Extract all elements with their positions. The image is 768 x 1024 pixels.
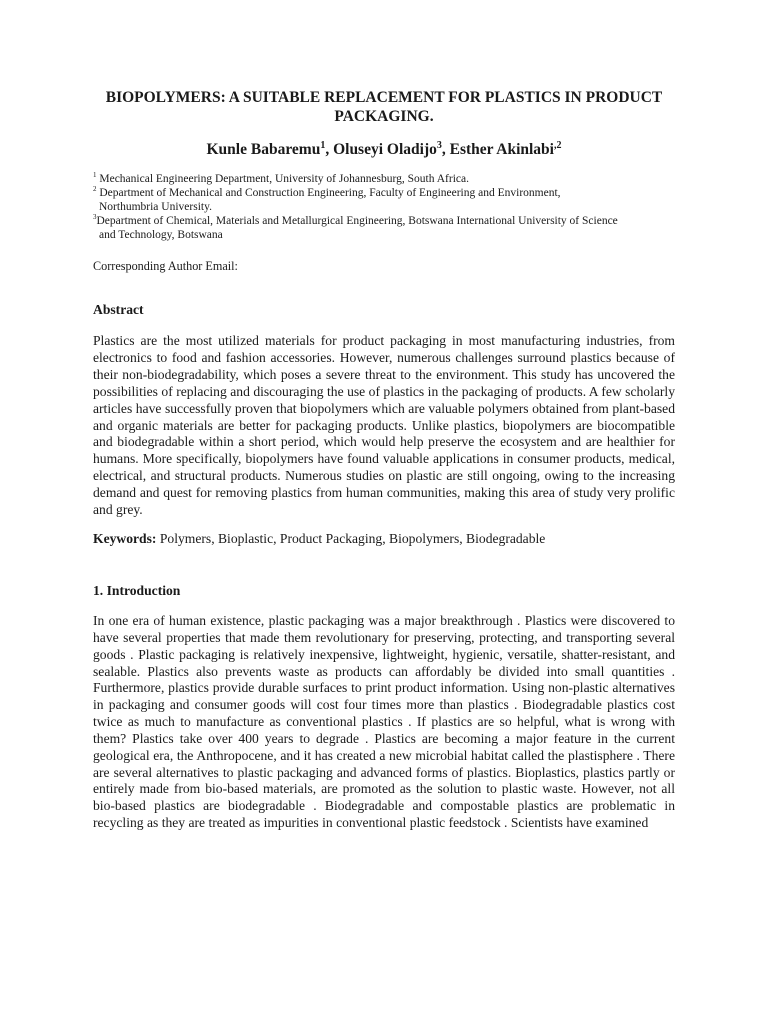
keywords xyxy=(93,530,675,547)
author-affil-mark: 3 xyxy=(436,139,442,151)
keywords-label: Keywords: xyxy=(93,530,157,546)
introduction-text: In one era of human existence, plastic packaging was a major breakthrough . Plastics were discovered to have several properties that made them revolutionary for preserving, protecting, and transporting several goods . Plastic packaging is relatively inexpensive, lightweight, hygienic, versatile, shatter-resistant, and sealable. Plastics also prevents waste as products can affordably be divided into small quantities . Furthermore, plastics provide durable surfaces to print product information. Using non-plastic alternatives in packaging and consumer goods will cost four times more than plastics . Biodegradable plastics cost twice as much to manufacture as conventional plastics . If plastics are so helpful, what is wrong with them? Plastics take over 400 years to degrade . Plastics are becoming a major feature in the current geological era, the Anthropocene, and it has created a new microbial habitat called the plastisphere . There are several alternatives to plastic packaging and advanced forms of plastics. Bioplastics, plastics partly or entirely made from bio-based materials, are promoted as the solution to plastic waste. However, not all bio-based plastics are biodegradable . Biodegradable and compostable plastics are problematic in recycling as they are treated as impurities in conventional plastic feedstock . Scientists have examined xyxy=(93,612,675,831)
keywords-list: Polymers, Bioplastic, Product Packaging, Biopolymers, Biodegradable xyxy=(156,530,546,546)
section-heading-introduction: 1. Introduction xyxy=(93,582,181,598)
author-affil-mark: ,2 xyxy=(554,139,562,151)
corresponding-author: Corresponding Author Email: xyxy=(93,259,238,273)
paper-page xyxy=(93,88,675,832)
paper-title: BIOPOLYMERS: A SUITABLE REPLACEMENT FOR PLASTICS IN PRODUCT PACKAGING. xyxy=(105,89,663,125)
affiliation-3: $^3$Department of Chemical, Materials and Metallurgical Engineering, Botswana International University of Science and Technology, Botswana xyxy=(93,213,618,241)
author-list: Kunle Babaremu$^1$, Oluseyi Oladijo$^3$, Esther Akinlabi$^{,2}$ xyxy=(206,139,562,158)
affiliation-1: $^1$ Mechanical Engineering Department, University of Johannesburg, South Africa. xyxy=(93,171,469,185)
abstract-heading: Abstract xyxy=(93,302,144,317)
abstract-text: Plastics are the most utilized materials for product packaging in most manufacturing industries, from electronics to food and fashion accessories. However, numerous challenges surround plastics because of their non-biodegradability, which poses a severe threat to the environment. This study has uncovered the possibilities of replacing and discouraging the use of plastics in the packaging of products. A few scholarly articles have successfully proven that biopolymers which are valuable polymers obtained from plant-based and organic materials are better for packaging products. Unlike plastics, biopolymers are biocompatible and biodegradable within a short period, which would help preserve the ecosystem and are healthier for humans. More specifically, biopolymers have found valuable applications in consumer products, medical, electrical, and structural products. Numerous studies on plastic are still ongoing, owing to the increasing demand and quest for removing plastics from human communities, making this area of study very prolific and grey. xyxy=(93,333,675,518)
affiliation-2: $^2$ Department of Mechanical and Construction Engineering, Faculty of Engineering and Environment, Northumbria University. xyxy=(93,185,561,213)
author-affil-mark: 1 xyxy=(320,139,326,151)
author-name: Oluseyi Oladijo xyxy=(333,141,437,158)
author-name: Esther Akinlabi xyxy=(449,141,554,158)
affiliations xyxy=(93,172,675,242)
author-name: Kunle Babaremu xyxy=(206,141,321,158)
